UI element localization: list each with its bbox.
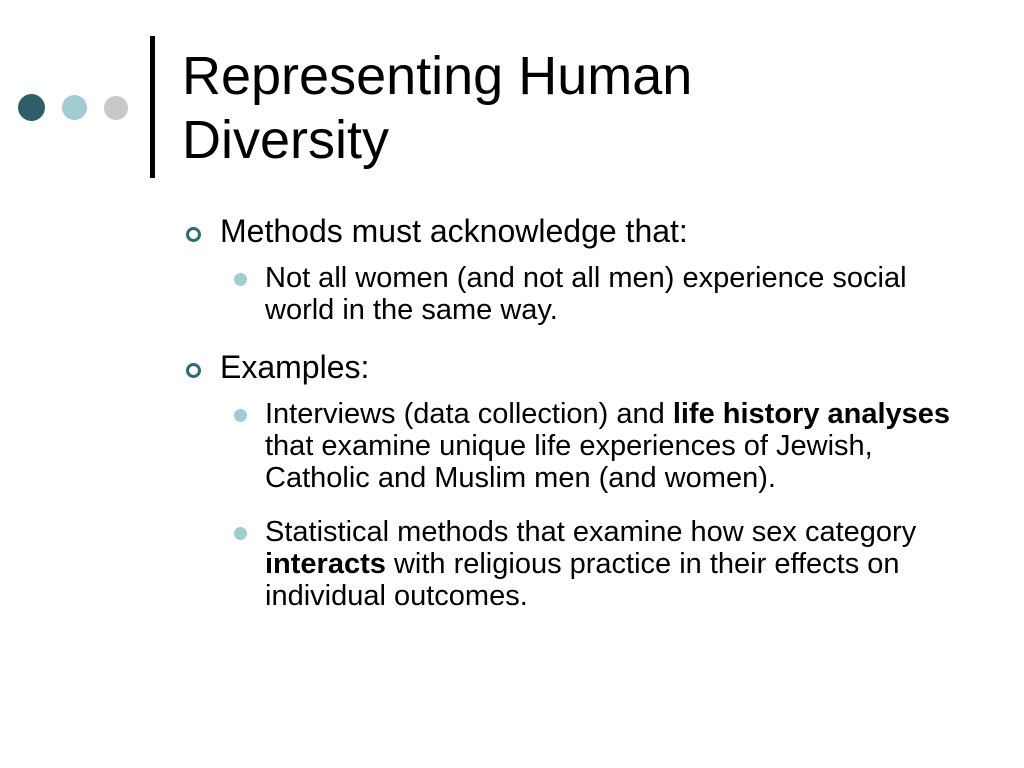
dot-bullet-icon [234, 409, 247, 422]
bullet-level-1 [182, 212, 962, 250]
bullet-text [265, 262, 907, 326]
dark-teal-dot-icon [18, 94, 45, 121]
slide-title [182, 44, 1002, 172]
bullet-text: Methods must acknowledge that: [220, 213, 688, 249]
ring-bullet-icon [186, 363, 201, 378]
slide-body [182, 212, 962, 634]
slide-title-line-1: Representing Human [182, 46, 693, 106]
slide-title-line-2: Diversity [182, 110, 390, 170]
bullet-level-2 [182, 516, 962, 612]
bold-text-part: interacts [265, 548, 386, 580]
bullet-level-2 [182, 398, 962, 494]
dot-bullet-icon [234, 273, 247, 286]
bullet-text-part: that examine unique life experiences of Jewish, Catholic and Muslim men (and women). [265, 430, 873, 494]
ring-bullet-icon [186, 227, 201, 242]
dot-bullet-icon [234, 527, 247, 540]
bold-text-part: life history analyses [672, 398, 951, 430]
bullet-level-2 [182, 262, 962, 326]
title-divider-line [150, 36, 155, 178]
bullet-text-part: with religious practice in their effects on individual outcomes. [265, 548, 900, 612]
gray-dot-icon [104, 96, 128, 120]
bullet-text: Examples: [220, 349, 370, 385]
bullet-text [265, 516, 916, 612]
bullet-text-part: Interviews (data collection) and [265, 398, 673, 430]
bullet-text-part: Statistical methods that examine how sex category [265, 516, 917, 548]
bullet-text [265, 398, 950, 494]
light-teal-dot-icon [62, 95, 87, 120]
bullet-level-1 [182, 348, 962, 386]
bullet-text-part: Not all women (and not all men) experience social world in the same way. [265, 262, 907, 326]
